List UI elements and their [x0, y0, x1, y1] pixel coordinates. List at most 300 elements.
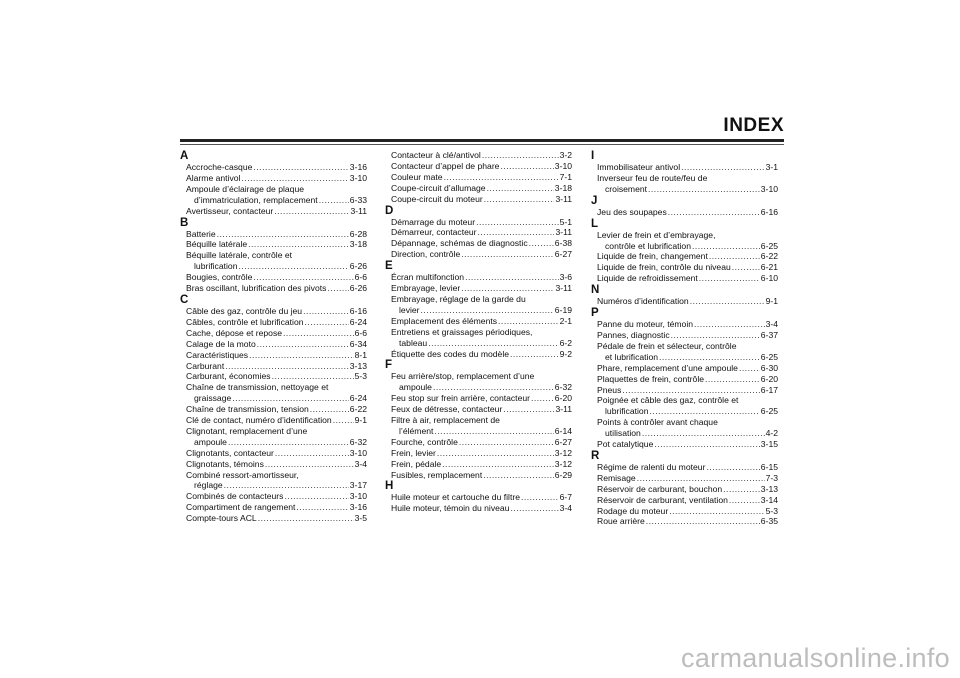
section-letter: H — [385, 480, 394, 493]
dot-leader — [228, 437, 349, 448]
dot-leader — [723, 484, 760, 495]
dot-leader — [646, 516, 760, 527]
watermark: carmanualsonline.info — [681, 643, 950, 673]
dot-leader — [257, 339, 349, 350]
dot-leader — [434, 426, 553, 437]
dot-leader — [433, 382, 554, 393]
dot-leader — [648, 184, 760, 195]
entry-text: Rodage du moteur — [597, 505, 669, 516]
page-reference: 6-34 — [349, 338, 367, 349]
dot-leader — [642, 428, 765, 439]
dot-leader — [739, 363, 760, 374]
page-reference: 5-1 — [559, 216, 572, 227]
page-reference: 3-18 — [349, 239, 367, 250]
entry-text: Combinés de contacteurs — [186, 491, 284, 502]
dot-leader — [709, 251, 760, 262]
dot-leader — [484, 194, 555, 205]
section-letter: J — [591, 194, 598, 207]
page-reference: 6-14 — [554, 425, 572, 436]
dot-leader — [296, 502, 348, 513]
section-letter: R — [591, 449, 600, 462]
dot-leader — [521, 492, 559, 503]
entry-text: Immobilisateur antivol — [597, 162, 681, 172]
dot-leader — [305, 317, 349, 328]
index-entry — [180, 184, 367, 206]
page-reference: 6-28 — [349, 228, 367, 239]
entry-text: Levier de frein et d’embrayage, — [597, 229, 716, 240]
index-entry — [180, 513, 367, 524]
index-entry — [591, 495, 778, 506]
entry-text: Jeu des soupapes — [597, 206, 667, 217]
index-entry — [385, 459, 572, 470]
entry-text: Clignotants, témoins — [186, 458, 264, 469]
page-reference: 3-14 — [760, 494, 778, 505]
dot-leader — [303, 306, 349, 317]
entry-text: Compte-tours ACL — [186, 513, 257, 524]
page-reference: 5-3 — [354, 371, 367, 382]
index-entry — [180, 239, 367, 250]
dot-leader — [692, 241, 760, 252]
dot-leader — [437, 448, 554, 459]
page-reference: 3-10 — [349, 491, 367, 502]
page-reference: 3-10 — [760, 183, 778, 194]
entry-text: Combiné ressort-amortisseur, — [186, 469, 299, 480]
entry-text: Démarreur, contacteur — [391, 227, 477, 238]
index-entry — [385, 183, 572, 194]
dot-leader — [249, 350, 353, 361]
entry-text: Réservoir de carburant, ventilation — [597, 494, 728, 505]
entry-text: tableau — [399, 337, 428, 348]
index-entry — [385, 283, 572, 294]
dot-leader — [461, 283, 554, 294]
index-entry — [591, 395, 778, 417]
page-reference: 6-15 — [760, 461, 778, 472]
entry-text: Câble des gaz, contrôle du jeu — [186, 305, 303, 316]
entry-text: Direction, contrôle — [391, 249, 461, 260]
page-reference: 9-1 — [765, 296, 778, 307]
dot-leader — [637, 473, 765, 484]
page-reference: 6-6 — [354, 327, 367, 338]
entry-text: Régime de ralenti du moteur — [597, 461, 706, 472]
index-entry — [180, 317, 367, 328]
entry-text: Coupe-circuit d’allumage — [391, 182, 486, 193]
entry-text: croisement — [605, 183, 648, 194]
index-entry — [180, 502, 367, 513]
page-reference: 7-3 — [765, 472, 778, 483]
dot-leader — [333, 415, 354, 426]
index-entry — [180, 448, 367, 459]
page-title: INDEX — [723, 115, 784, 136]
dot-leader — [681, 162, 764, 173]
dot-leader — [671, 330, 760, 341]
page-reference: 6-19 — [554, 304, 572, 315]
entry-text: levier — [399, 304, 420, 315]
entry-text: Étiquette des codes du modèle — [391, 348, 510, 359]
page-reference: 6-27 — [554, 436, 572, 447]
dot-leader — [659, 352, 760, 363]
index-entry — [385, 172, 572, 183]
section-letter: N — [591, 284, 600, 297]
header-rule-thin — [180, 144, 784, 145]
page-reference: 6-20 — [760, 373, 778, 384]
page-reference: 6-26 — [349, 261, 367, 272]
page-reference: 3-10 — [349, 447, 367, 458]
index-entry — [385, 470, 572, 481]
section-letter: I — [591, 150, 595, 162]
entry-text: Feux de détresse, contacteur — [391, 404, 503, 415]
entry-text: Phare, remplacement d’une ampoule — [597, 362, 738, 373]
index-entry — [180, 328, 367, 339]
dot-leader — [732, 262, 760, 273]
index-entry — [180, 206, 367, 217]
entry-text: Clé de contact, numéro d’identification — [186, 415, 332, 426]
page-reference: 2-1 — [559, 315, 572, 326]
page-reference: 6-35 — [760, 516, 778, 527]
page-reference: 6-38 — [554, 238, 572, 249]
page-reference: 9-2 — [559, 348, 572, 359]
index-entry — [591, 330, 778, 341]
entry-text: Pneus — [597, 384, 622, 395]
page-reference: 6-22 — [760, 251, 778, 262]
page-reference: 6-16 — [760, 206, 778, 217]
entry-text: Liquide de refroidissement — [597, 273, 698, 284]
index-entry — [385, 393, 572, 404]
entry-text: Pannes, diagnostic — [597, 329, 670, 340]
dot-leader — [310, 404, 349, 415]
entry-text: Cache, dépose et repose — [186, 327, 283, 338]
section-letter: A — [180, 150, 189, 162]
page-reference: 6-26 — [349, 283, 367, 294]
dot-leader — [476, 217, 559, 228]
section-letter: L — [591, 217, 599, 230]
index-entry — [180, 404, 367, 415]
index-entry — [385, 238, 572, 249]
entry-text: Calage de la moto — [186, 338, 256, 349]
page-reference: 3-18 — [554, 182, 572, 193]
dot-leader — [232, 393, 349, 404]
entry-text: d’immatriculation, remplacement — [194, 194, 318, 205]
page-reference: 3-12 — [554, 458, 572, 469]
entry-text: Réservoir de carburant, bouchon — [597, 483, 723, 494]
index-entry — [591, 251, 778, 262]
page-reference: 6-32 — [349, 436, 367, 447]
entry-text: Carburant — [186, 360, 225, 371]
entry-text: Démarrage du moteur — [391, 216, 476, 227]
section-letter: D — [385, 204, 394, 217]
entry-text: et lubrification — [605, 351, 659, 362]
index-entry — [591, 207, 778, 218]
entry-text: Contacteur à clé/antivol — [391, 150, 481, 160]
page-reference: 3-6 — [559, 272, 572, 283]
page-reference: 3-12 — [554, 447, 572, 458]
dot-leader — [217, 229, 349, 240]
index-entry — [385, 503, 572, 514]
entry-text: Accroche-casque — [186, 162, 253, 172]
entry-text: utilisation — [605, 428, 641, 439]
dot-leader — [487, 183, 554, 194]
index-entry — [180, 162, 367, 173]
page-reference: 3-4 — [765, 319, 778, 330]
page-reference: 6-25 — [760, 240, 778, 251]
page-reference: 3-11 — [555, 193, 572, 204]
entry-text: Coupe-circuit du moteur — [391, 193, 483, 204]
index-entry — [385, 371, 572, 393]
section-letter: B — [180, 216, 189, 229]
entry-text: Roue arrière — [597, 516, 645, 527]
entry-text: Avertisseur, contacteur — [186, 205, 274, 216]
page-reference: 3-15 — [760, 439, 778, 450]
entry-text: Fourche, contrôle — [391, 436, 458, 447]
dot-leader — [478, 227, 555, 238]
entry-text: Dépannage, schémas de diagnostic — [391, 238, 528, 249]
index-entry — [180, 350, 367, 361]
entry-text: Pédale de frein et sélecteur, contrôle — [597, 340, 737, 351]
dot-leader — [444, 172, 559, 183]
entry-text: Caractéristiques — [186, 349, 249, 360]
page-reference: 6-6 — [354, 272, 367, 283]
index-entry — [591, 516, 778, 527]
page-reference: 6-29 — [554, 469, 572, 480]
page-reference: 6-24 — [349, 393, 367, 404]
page-reference: 4-2 — [765, 428, 778, 439]
index-entry — [385, 404, 572, 415]
page-reference: 3-16 — [349, 502, 367, 513]
index-entry — [591, 484, 778, 495]
page-reference: 6-17 — [760, 384, 778, 395]
index-entry — [385, 150, 572, 161]
page-reference: 3-2 — [559, 150, 572, 160]
page-reference: 3-10 — [349, 172, 367, 183]
page-reference: 3-4 — [354, 458, 367, 469]
index-entry — [385, 316, 572, 327]
index-entry — [385, 249, 572, 260]
dot-leader — [241, 173, 348, 184]
index-entry — [591, 273, 778, 284]
dot-leader — [248, 239, 349, 250]
index-entry — [180, 283, 367, 294]
index-entry — [591, 506, 778, 517]
entry-text: lubrification — [194, 261, 238, 272]
dot-leader — [272, 371, 354, 382]
dot-leader — [319, 195, 349, 206]
entry-text: Huile moteur, témoin du niveau — [391, 503, 510, 514]
entry-text: Chaîne de transmission, nettoyage et — [186, 382, 329, 393]
dot-leader — [428, 338, 558, 349]
page-reference: 3-11 — [350, 205, 367, 216]
dot-leader — [669, 506, 764, 517]
index-entry — [591, 462, 778, 473]
entry-text: Écran multifonction — [391, 272, 465, 283]
page-reference: 6-21 — [760, 262, 778, 273]
dot-leader — [529, 238, 554, 249]
entry-text: Câbles, contrôle et lubrification — [186, 316, 304, 327]
page-reference: 6-22 — [349, 404, 367, 415]
dot-leader — [465, 272, 558, 283]
index-entry — [180, 415, 367, 426]
entry-text: graissage — [194, 393, 232, 404]
page-reference: 3-16 — [349, 162, 367, 172]
page-reference: 3-11 — [555, 227, 572, 238]
page-reference: 9-1 — [354, 415, 367, 426]
dot-leader — [275, 448, 349, 459]
page-reference: 6-16 — [349, 305, 367, 316]
dot-leader — [690, 296, 765, 307]
index-column-3 — [591, 150, 778, 527]
page-reference: 6-2 — [559, 337, 572, 348]
index-entry — [591, 473, 778, 484]
entry-text: Béquille latérale — [186, 239, 248, 250]
index-entry — [385, 294, 572, 316]
index-entry — [180, 173, 367, 184]
entry-text: Clignotants, contacteur — [186, 447, 274, 458]
entry-text: Filtre à air, remplacement de — [391, 415, 500, 426]
entry-text: réglage — [194, 480, 223, 491]
dot-leader — [699, 273, 760, 284]
section-letter: F — [385, 359, 393, 372]
index-entry — [591, 262, 778, 273]
dot-leader — [461, 249, 554, 260]
dot-leader — [284, 491, 348, 502]
index-entry — [591, 439, 778, 450]
index-entry — [591, 374, 778, 385]
page-reference: 3-5 — [354, 513, 367, 524]
index-entry — [385, 327, 572, 349]
page-reference: 7-1 — [559, 171, 572, 182]
entry-text: Remisage — [597, 472, 636, 483]
section-letter: C — [180, 293, 189, 306]
entry-text: ampoule — [399, 382, 432, 393]
entry-text: lubrification — [605, 406, 649, 417]
entry-text: Fusibles, remplacement — [391, 469, 483, 480]
dot-leader — [706, 462, 759, 473]
index-entry — [180, 229, 367, 240]
dot-leader — [649, 406, 759, 417]
index-entry — [591, 385, 778, 396]
entry-text: Inverseur feu de route/feu de — [597, 172, 708, 183]
index-entry — [591, 363, 778, 374]
index-entry — [180, 470, 367, 492]
entry-text: Panne du moteur, témoin — [597, 319, 694, 330]
index-entry — [591, 173, 778, 195]
page-reference: 6-32 — [554, 382, 572, 393]
page-reference: 5-3 — [765, 505, 778, 516]
page-reference: 3-17 — [349, 480, 367, 491]
dot-leader — [705, 374, 760, 385]
entry-text: Embrayage, levier — [391, 283, 461, 294]
page-reference: 6-27 — [554, 249, 572, 260]
index-entry — [180, 339, 367, 350]
index-entry — [591, 296, 778, 307]
index-entry — [385, 415, 572, 437]
page-reference: 3-13 — [760, 483, 778, 494]
index-entry — [385, 437, 572, 448]
index-entry — [591, 162, 778, 173]
dot-leader — [498, 316, 559, 327]
page-reference: 6-25 — [760, 406, 778, 417]
entry-text: Emplacement des éléments — [391, 315, 498, 326]
dot-leader — [442, 459, 554, 470]
dot-leader — [510, 349, 559, 360]
index-entry — [591, 417, 778, 439]
page-reference: 6-24 — [349, 316, 367, 327]
index-entry — [591, 319, 778, 330]
entry-text: Bougies, contrôle — [186, 272, 253, 283]
entry-text: Liquide de frein, changement — [597, 251, 708, 262]
dot-leader — [482, 150, 559, 161]
index-entry — [180, 272, 367, 283]
dot-leader — [531, 393, 554, 404]
entry-text: Ampoule d’éclairage de plaque — [186, 183, 305, 194]
page-reference: 3-10 — [554, 160, 572, 171]
index-entry — [385, 272, 572, 283]
entry-text: Huile moteur et cartouche du filtre — [391, 492, 520, 503]
entry-text: Contacteur d’appel de phare — [391, 160, 500, 171]
entry-text: Batterie — [186, 228, 216, 239]
dot-leader — [483, 470, 554, 481]
entry-text: Carburant, économies — [186, 371, 271, 382]
dot-leader — [622, 385, 759, 396]
page-reference: 6-30 — [760, 362, 778, 373]
entry-text: l’élément — [399, 425, 434, 436]
index-entry — [385, 349, 572, 360]
section-letter: E — [385, 260, 393, 273]
index-entry — [180, 371, 367, 382]
entry-text: Chaîne de transmission, tension — [186, 404, 309, 415]
entry-text: Liquide de frein, contrôle du niveau — [597, 262, 731, 273]
dot-leader — [421, 305, 554, 316]
page-reference: 6-37 — [760, 329, 778, 340]
dot-leader — [694, 319, 765, 330]
entry-text: ampoule — [194, 436, 227, 447]
dot-leader — [253, 162, 348, 173]
index-entry — [180, 459, 367, 470]
index-column-2 — [385, 150, 572, 514]
index-entry — [591, 341, 778, 363]
index-entry — [385, 448, 572, 459]
entry-text: Frein, pédale — [391, 458, 442, 469]
entry-text: Plaquettes de frein, contrôle — [597, 373, 705, 384]
dot-leader — [503, 404, 554, 415]
index-entry — [385, 161, 572, 172]
index-entry — [180, 491, 367, 502]
entry-text: Numéros d’identification — [597, 296, 689, 307]
section-letter: P — [591, 307, 599, 320]
dot-leader — [500, 161, 553, 172]
page-reference: 8-1 — [354, 349, 367, 360]
entry-text: Clignotant, remplacement d’une — [186, 425, 308, 436]
dot-leader — [327, 283, 348, 294]
index-entry — [385, 194, 572, 205]
page-reference: 6-20 — [554, 393, 572, 404]
dot-leader — [258, 513, 354, 524]
entry-text: Bras oscillant, lubrification des pivots — [186, 283, 327, 294]
page-reference: 3-4 — [559, 503, 572, 514]
dot-leader — [224, 480, 349, 491]
index-entry — [180, 306, 367, 317]
dot-leader — [225, 361, 349, 372]
dot-leader — [253, 272, 353, 283]
index-entry — [385, 492, 572, 503]
entry-text: Alarme antivol — [186, 172, 241, 183]
entry-text: Compartiment de rangement — [186, 502, 296, 513]
page-reference: 6-7 — [559, 492, 572, 503]
entry-text: Poignée et câble des gaz, contrôle et — [597, 395, 739, 406]
entry-text: Couleur mate — [391, 171, 443, 182]
entry-text: Entretiens et graissages périodiques, — [391, 326, 533, 337]
dot-leader — [668, 207, 760, 218]
dot-leader — [265, 459, 354, 470]
entry-text: Points à contrôler avant chaque — [597, 417, 718, 428]
